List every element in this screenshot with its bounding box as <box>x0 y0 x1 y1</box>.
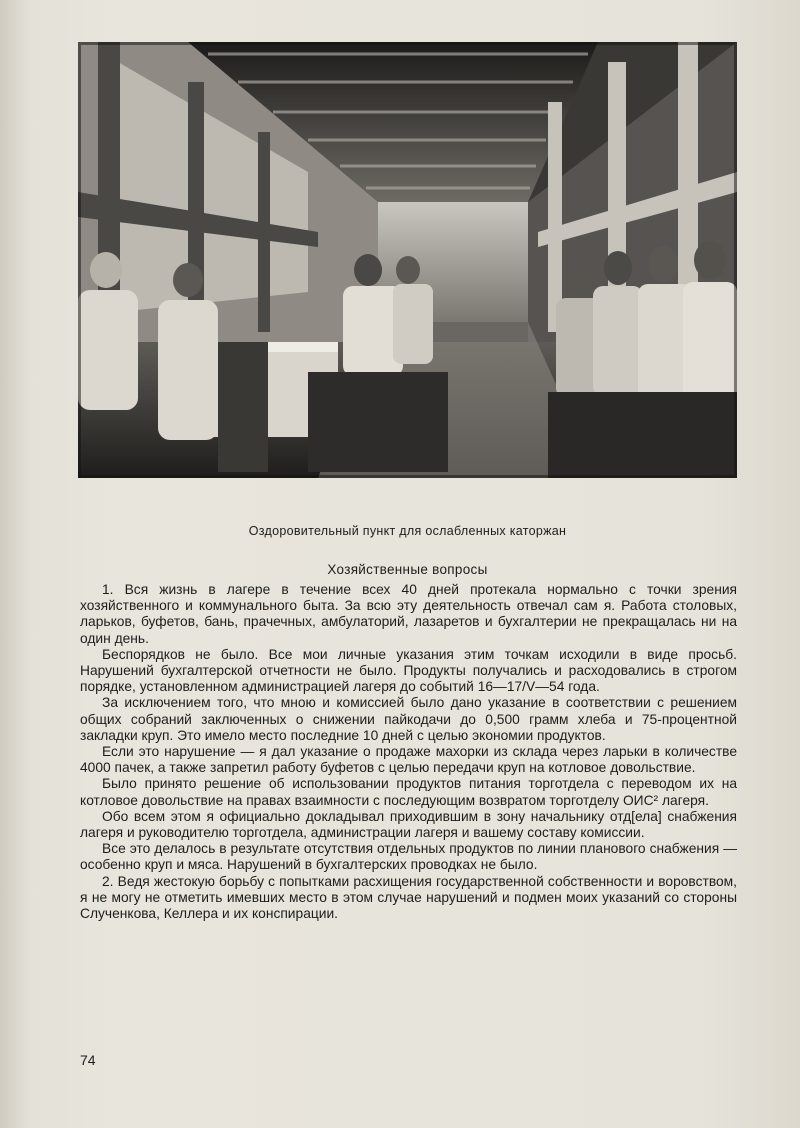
barracks-photograph <box>78 42 737 478</box>
page-number: 74 <box>80 1052 96 1068</box>
paragraph: Беспорядков не было. Все мои личные указания этим точкам исходили в виде просьб. Нарушений бухгалтерской отчетности не было. Продукты получались и расходовались в строгом порядке, установленном администрацией лагеря до событий 16—17/V—54 года. <box>80 646 737 695</box>
paragraph: Все это делалось в результате отсутствия отдельных продуктов по линии планового снабжения — особенно круп и мяса. Нарушений в бухгалтерских проводках не было. <box>80 841 737 873</box>
paragraph: 1. Вся жизнь в лагере в течение всех 40 дней протекала нормально с точки зрения хозяйственного и коммунального быта. За всю эту деятельность отвечал сам я. Работа столовых, ларьков, буфетов, бань, прачечных, амбулаторий, лазаретов и бухгалтерии не прекращалась ни на один день. <box>80 582 737 646</box>
paragraph: Обо всем этом я официально докладывал приходившим в зону начальнику отд[ела] снабжения лагеря и руководителю торготдела, администрации лагеря и вашему составу комиссии. <box>80 808 737 841</box>
paragraph: 2. Ведя жестокую борьбу с попытками расхищения государственной собственности и воровством, я не могу не отметить имевших место в этом случае нарушений и подмен моих указаний со стороны Слученкова, Келлера и их конспирации. <box>80 873 737 922</box>
body-text <box>80 582 737 922</box>
paragraph: За исключением того, что мною и комиссией было дано указание в соответствии с решением общих собраний заключенных о снижении пайкодачи до 0,500 грамм хлеба и 75-процентной закладки круп. Это имело место последние 10 дней с целью экономии продуктов. <box>80 695 737 743</box>
paragraph: Если это нарушение — я дал указание о продаже махорки из склада через ларьки в количестве 4000 пачек, а также запретил работу буфетов с целью передачи круп на котловое довольствие. <box>80 744 737 776</box>
section-heading: Хозяйственные вопросы <box>327 562 488 577</box>
paragraph: Было принято решение об использовании продуктов питания торготдела с переводом их на котловое довольствие на правах взаимности с последующим возвратом торготделу ОИС² лагеря. <box>80 776 737 808</box>
photo-illustration <box>78 42 737 478</box>
photo-caption: Оздоровительный пункт для ослабленных каторжан <box>248 524 567 538</box>
